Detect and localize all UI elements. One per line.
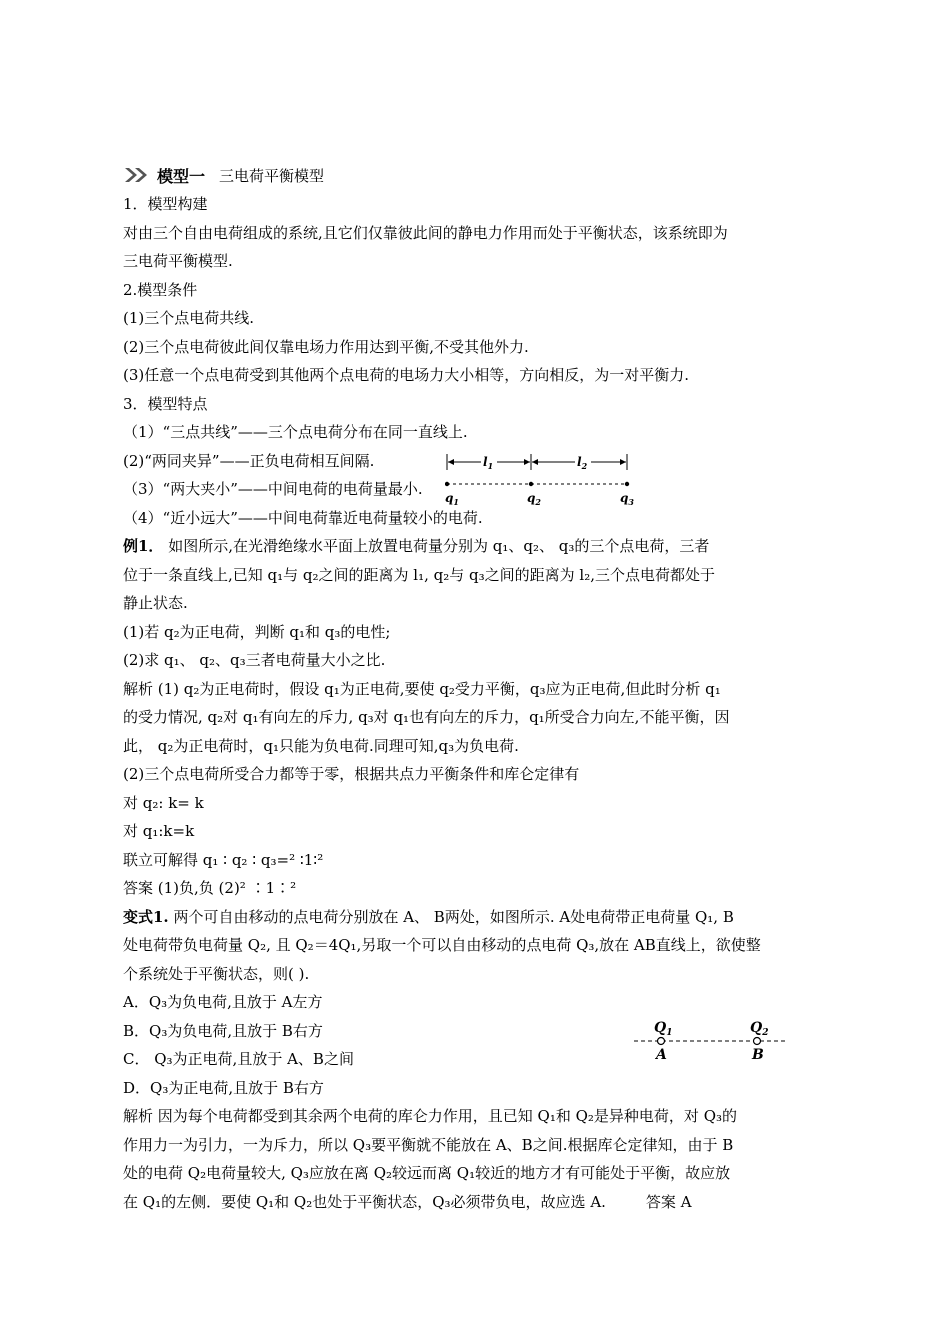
B-label: B bbox=[752, 1047, 764, 1063]
q1-label: $q_1$ bbox=[445, 491, 459, 507]
equation-line: 对 q₁:k=k bbox=[123, 822, 195, 840]
option-b: B．Q₃为负电荷,且放于 B右方 bbox=[123, 1021, 323, 1040]
equation-line: 联立可解得 q₁ ∶ q₂ ∶ q₃=² ∶1∶² bbox=[123, 850, 324, 869]
list-item: (3)任意一个点电荷受到其他两个点电荷的电场力大小相等，方向相反，为一对平衡力. bbox=[123, 366, 690, 384]
list-item: （3）“两大夹小”——中间电荷的电荷量最小. bbox=[123, 480, 423, 498]
option-d: D．Q₃为正电荷,且放于 B右方 bbox=[123, 1078, 324, 1097]
charge-q1 bbox=[445, 482, 449, 486]
two-charge-figure bbox=[632, 1016, 792, 1064]
l2-label: $l_2$ bbox=[577, 455, 588, 471]
option-c: C． Q₃为正电荷,且放于 A、B之间 bbox=[123, 1050, 354, 1068]
Q2-text: $Q_2$ bbox=[750, 1020, 769, 1038]
solution-line: 的受力情况, q₂对 q₁有向左的斥力, q₃对 q₁也有向左的斥力，q₁所受合力向左,不能平衡，因 bbox=[123, 708, 730, 726]
solution-line: 解析 因为每个电荷都受到其余两个电荷的库仑力作用，且已知 Q₁和 Q₂是异种电荷，对 Q₃的 bbox=[123, 1107, 738, 1125]
list-item: (1)三个点电荷共线. bbox=[123, 309, 255, 327]
example-1-line: 位于一条直线上,已知 q₁与 q₂之间的距离为 l₁, q₂与 q₃之间的距离为 l₂,三个点电荷都处于 bbox=[123, 565, 715, 584]
charge-B bbox=[754, 1038, 761, 1045]
paragraph: 三电荷平衡模型. bbox=[123, 252, 233, 270]
model-title: 三电荷平衡模型 bbox=[219, 166, 325, 185]
variant-text: 两个可自由移动的点电荷分别放在 A、 B两处，如图所示. A处电荷带正电荷量 Q₁, B bbox=[168, 907, 734, 926]
section-2-title: 2.模型条件 bbox=[123, 280, 198, 299]
example-label: 例1． bbox=[123, 537, 164, 555]
section-heading bbox=[123, 160, 823, 190]
A-label: A bbox=[656, 1047, 667, 1063]
variant-1-line: 处电荷带负电荷量 Q₂, 且 Q₂＝4Q₁,另取一个可以自由移动的点电荷 Q₃,放在 AB直线上，欲使整 bbox=[123, 936, 761, 954]
solution-line: 处的电荷 Q₂电荷量较大, Q₃应放在离 Q₂较远而离 Q₁较近的地方才有可能处于平衡，故应放 bbox=[123, 1164, 731, 1182]
list-item: (2)“两同夹异”——正负电荷相互间隔. bbox=[123, 451, 375, 470]
charge-A bbox=[658, 1038, 665, 1045]
variant-label: 变式1. bbox=[123, 907, 169, 926]
variant-1-line: 个系统处于平衡状态，则( ). bbox=[123, 964, 310, 983]
double-chevron-icon bbox=[123, 167, 153, 183]
section-3-title: 3．模型特点 bbox=[123, 394, 208, 413]
solution-line: 解析 (1) q₂为正电荷时，假设 q₁为正电荷,要使 q₂受力平衡，q₃应为正电荷,但此时分析 q₁ bbox=[123, 679, 721, 698]
equation-line: 对 q₂: k= k bbox=[123, 793, 204, 812]
answer-tag: 答案 A bbox=[645, 1192, 692, 1211]
charge-q3 bbox=[625, 482, 629, 486]
solution-line bbox=[123, 1188, 823, 1217]
question-2: (2)求 q₁、 q₂、q₃三者电荷量大小之比. bbox=[123, 651, 386, 669]
charge-q2 bbox=[529, 482, 533, 486]
answer-line: 答案 (1)负,负 (2)² ∶1∶² bbox=[123, 879, 297, 897]
l1-label: $l_1$ bbox=[483, 455, 494, 471]
Q1-text: $Q_1$ bbox=[654, 1020, 673, 1038]
solution-line: 此， q₂为正电荷时，q₁只能为负电荷.同理可知,q₃为负电荷. bbox=[123, 736, 519, 755]
paragraph: 对由三个自由电荷组成的系统,且它们仅靠彼此间的静电力作用而处于平衡状态，该系统即为 bbox=[123, 223, 728, 242]
question-1: (1)若 q₂为正电荷，判断 q₁和 q₃的电性; bbox=[123, 622, 391, 641]
list-item: （1）“三点共线”——三个点电荷分布在同一直线上. bbox=[123, 423, 468, 441]
solution-line: (2)三个点电荷所受合力都等于零，根据共点力平衡条件和库仑定律有 bbox=[123, 765, 580, 783]
option-a: A．Q₃为负电荷,且放于 A左方 bbox=[123, 993, 323, 1011]
section-1-title: 1．模型构建 bbox=[123, 195, 208, 213]
q2-label: $q_2$ bbox=[527, 491, 541, 507]
model-label: 模型一 bbox=[157, 166, 206, 186]
solution-line: 作用力一为引力，一为斥力，所以 Q₃要平衡就不能放在 A、B之间.根据库仑定律知，由于 B bbox=[123, 1135, 734, 1154]
example-text: 如图所示,在光滑绝缘水平面上放置电荷量分别为 q₁、q₂、 q₃的三个点电荷，三者 bbox=[163, 537, 710, 555]
variant-1-line bbox=[123, 903, 823, 932]
list-item: （4）“近小远大”——中间电荷靠近电荷量较小的电荷. bbox=[123, 508, 483, 527]
list-item: (2)三个点电荷彼此间仅靠电场力作用达到平衡,不受其他外力. bbox=[123, 337, 529, 356]
q3-label: $q_3$ bbox=[620, 491, 634, 507]
solution-text: 在 Q₁的左侧．要使 Q₁和 Q₂也处于平衡状态，Q₃必须带负电，故应选 A. bbox=[123, 1192, 606, 1211]
example-1-line bbox=[123, 532, 823, 561]
example-1-line: 静止状态. bbox=[123, 594, 188, 612]
three-charge-diagram bbox=[445, 448, 645, 518]
